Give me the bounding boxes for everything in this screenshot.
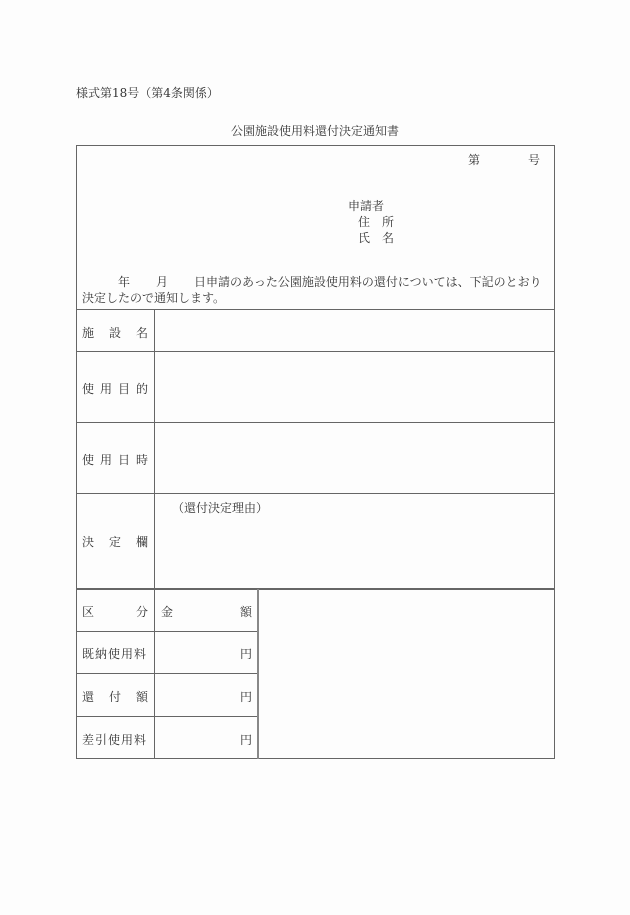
divider [154, 309, 155, 759]
divider [76, 422, 555, 423]
label-char: 額 [135, 690, 148, 704]
paid-fee-label [82, 645, 148, 662]
refund-reason-note: （還付決定理由） [172, 501, 269, 515]
label-char: 名 [135, 326, 148, 340]
label-char: 設 [108, 326, 121, 340]
amount-header-left: 金 [161, 605, 174, 619]
label-char: 使 [82, 453, 95, 467]
label-char: 用 [99, 453, 112, 467]
divider [76, 309, 555, 310]
applicant-label: 申請者 [348, 199, 385, 213]
address-label: 住 所 [358, 215, 395, 229]
datetime-label [82, 451, 148, 468]
label-char: 用 [99, 382, 112, 396]
label-char: 施 [82, 326, 95, 340]
form-number: 様式第18号（第4条関係） [76, 86, 219, 100]
yen-unit: 円 [240, 647, 253, 661]
label-char: 区 [82, 605, 95, 619]
decision-field[interactable] [156, 515, 554, 587]
label-char: 付 [108, 690, 121, 704]
divider [76, 716, 258, 717]
yen-unit: 円 [240, 733, 253, 747]
label-char: 定 [108, 535, 121, 549]
month-label: 月 [156, 275, 169, 289]
category-header [82, 603, 148, 620]
label-char: 決 [82, 535, 95, 549]
label-char: 分 [135, 605, 148, 619]
label-char: 時 [135, 453, 148, 467]
label-char: 日 [117, 453, 130, 467]
purpose-field[interactable] [156, 353, 554, 421]
label-char: 欄 [135, 535, 148, 549]
year-label: 年 [118, 275, 131, 289]
document-title: 公園施設使用料還付決定通知書 [230, 124, 399, 138]
label-char: 使 [82, 382, 95, 396]
notice-body: 日申請のあった公園施設使用料の還付については、下記のとおり決定したので通知します。 [82, 275, 542, 305]
divider [76, 631, 258, 632]
number-suffix: 号 [528, 153, 541, 167]
label-text: 差引使用料 [82, 733, 148, 747]
facility-name-field[interactable] [156, 311, 554, 350]
amount-header-right: 額 [240, 605, 253, 619]
purpose-label [82, 380, 148, 397]
name-label: 氏 名 [358, 231, 395, 245]
label-text: 既納使用料 [82, 647, 148, 661]
blank-area [259, 591, 554, 758]
refund-amount-label [82, 688, 148, 705]
divider [76, 588, 555, 590]
number-prefix: 第 [468, 153, 481, 167]
label-char: 的 [135, 382, 148, 396]
label-char: 還 [82, 690, 95, 704]
divider [76, 673, 258, 674]
divider [76, 493, 555, 494]
facility-name-label [82, 324, 148, 341]
notice-text [82, 274, 550, 306]
label-char: 目 [117, 382, 130, 396]
yen-unit: 円 [240, 690, 253, 704]
net-fee-label [82, 731, 148, 748]
decision-label [82, 533, 148, 550]
datetime-field[interactable] [156, 424, 554, 492]
divider [76, 351, 555, 352]
